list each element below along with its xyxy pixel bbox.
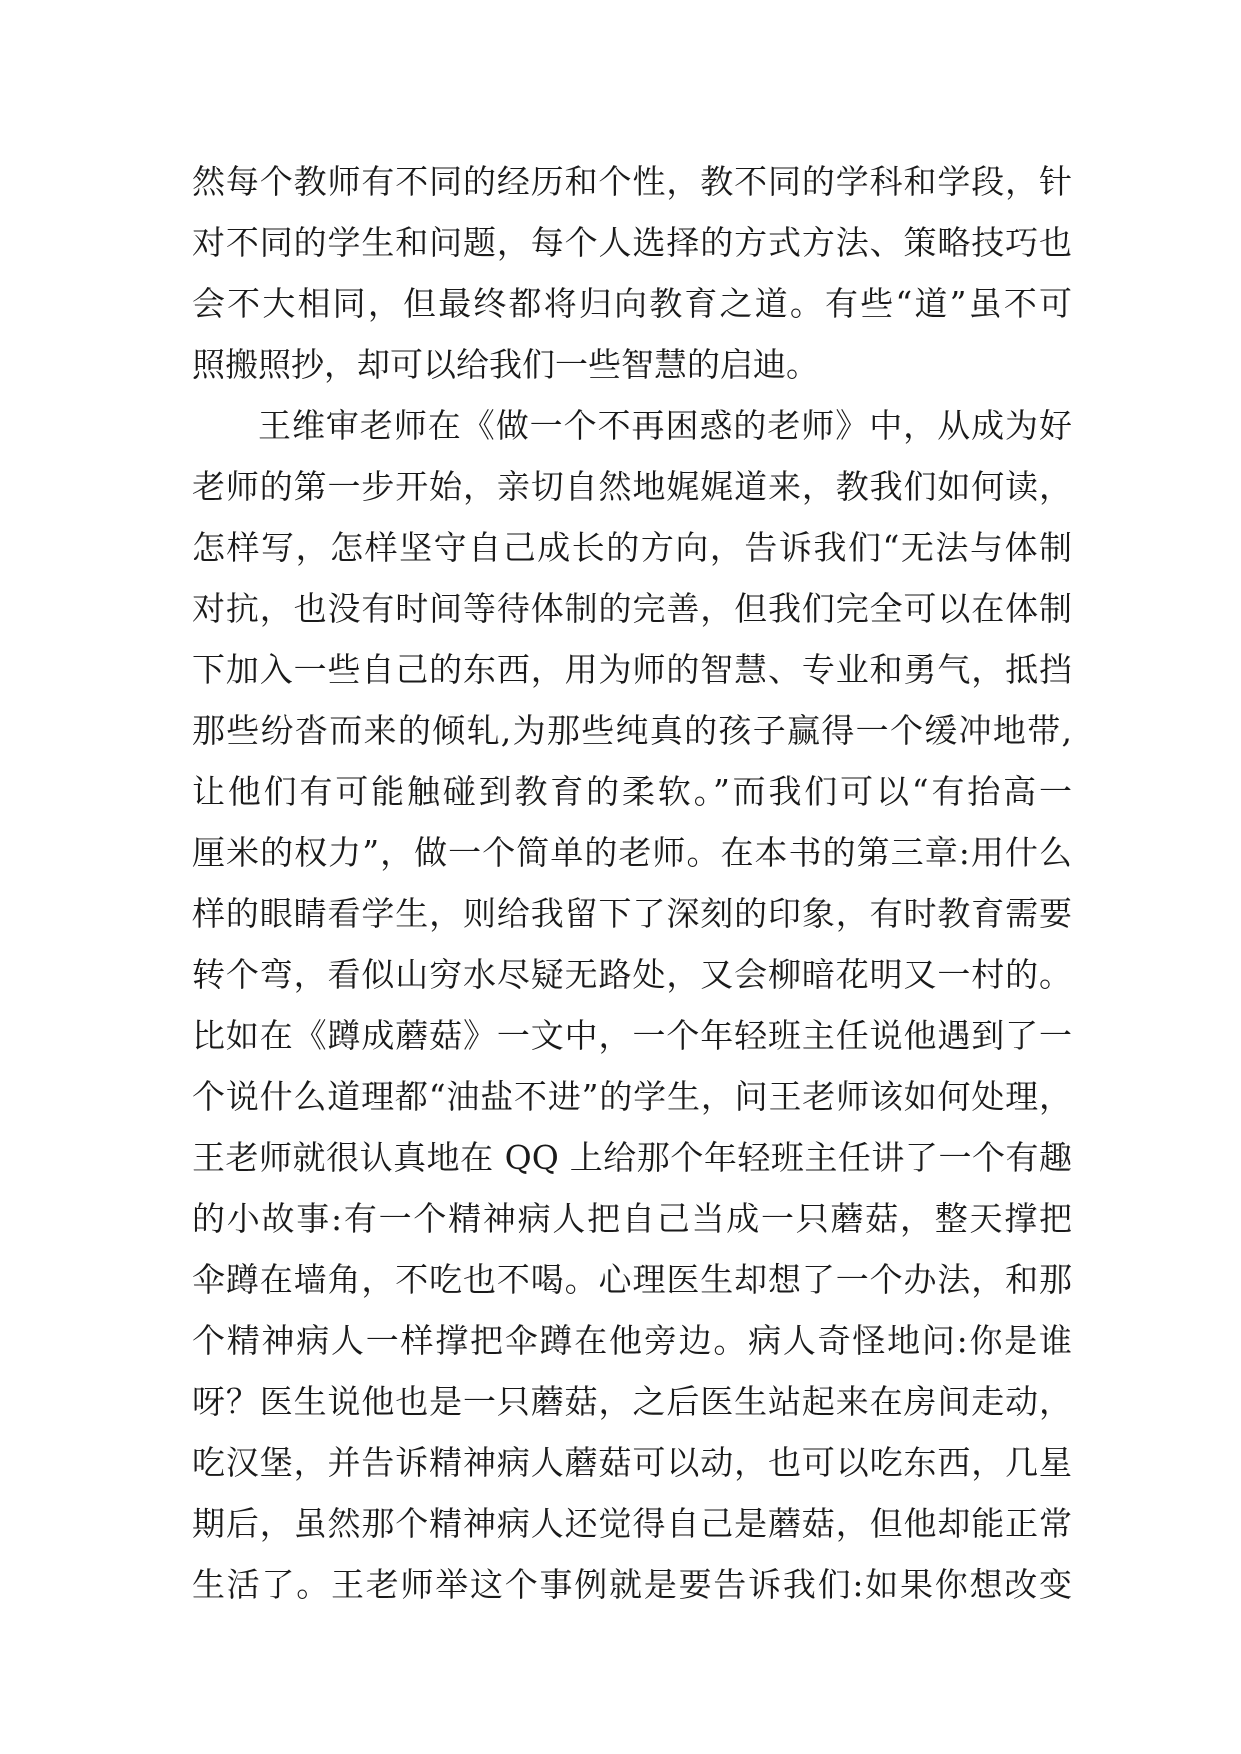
text-line: 转个弯，看似山穷水尽疑无路处，又会柳暗花明又一村的。	[192, 955, 1072, 994]
document-body	[192, 162, 1072, 1626]
text-line: 的小故事:有一个精神病人把自己当成一只蘑菇，整天撑把	[192, 1199, 1072, 1238]
text-line: 个精神病人一样撑把伞蹲在他旁边。病人奇怪地问:你是谁	[192, 1321, 1072, 1360]
text-line: 个说什么道理都“油盐不进”的学生，问王老师该如何处理，	[192, 1077, 1072, 1116]
text-line: 生活了。王老师举这个事例就是要告诉我们:如果你想改变	[192, 1565, 1072, 1604]
text-line: 下加入一些自己的东西，用为师的智慧、专业和勇气，抵挡	[192, 650, 1072, 689]
text-line: 会不大相同，但最终都将归向教育之道。有些“道”虽不可	[192, 284, 1072, 323]
text-line: 让他们有可能触碰到教育的柔软。”而我们可以“有抬高一	[192, 772, 1072, 811]
text-line: 呀？医生说他也是一只蘑菇，之后医生站起来在房间走动，	[192, 1382, 1072, 1421]
text-line: 对不同的学生和问题，每个人选择的方式方法、策略技巧也	[192, 223, 1072, 262]
text-line: 王维审老师在《做一个不再困惑的老师》中，从成为好	[258, 406, 1072, 445]
text-line: 照搬照抄，却可以给我们一些智慧的启迪。	[192, 345, 819, 384]
text-line: 王老师就很认真地在 QQ 上给那个年轻班主任讲了一个有趣	[192, 1138, 1072, 1177]
text-line: 厘米的权力”，做一个简单的老师。在本书的第三章:用什么	[192, 833, 1072, 872]
text-line: 然每个教师有不同的经历和个性，教不同的学科和学段，针	[192, 162, 1072, 201]
text-line: 对抗，也没有时间等待体制的完善，但我们完全可以在体制	[192, 589, 1072, 628]
text-line: 怎样写，怎样坚守自己成长的方向，告诉我们“无法与体制	[192, 528, 1072, 567]
text-line: 期后，虽然那个精神病人还觉得自己是蘑菇，但他却能正常	[192, 1504, 1072, 1543]
text-line: 伞蹲在墙角，不吃也不喝。心理医生却想了一个办法，和那	[192, 1260, 1072, 1299]
text-line: 老师的第一步开始，亲切自然地娓娓道来，教我们如何读，	[192, 467, 1072, 506]
text-line: 比如在《蹲成蘑菇》一文中，一个年轻班主任说他遇到了一	[192, 1016, 1072, 1055]
paragraph-2	[192, 406, 1072, 1626]
text-line: 那些纷沓而来的倾轧,为那些纯真的孩子赢得一个缓冲地带,	[192, 711, 1072, 750]
text-line: 样的眼睛看学生，则给我留下了深刻的印象，有时教育需要	[192, 894, 1072, 933]
text-line: 吃汉堡，并告诉精神病人蘑菇可以动，也可以吃东西，几星	[192, 1443, 1072, 1482]
paragraph-1	[192, 162, 1072, 406]
